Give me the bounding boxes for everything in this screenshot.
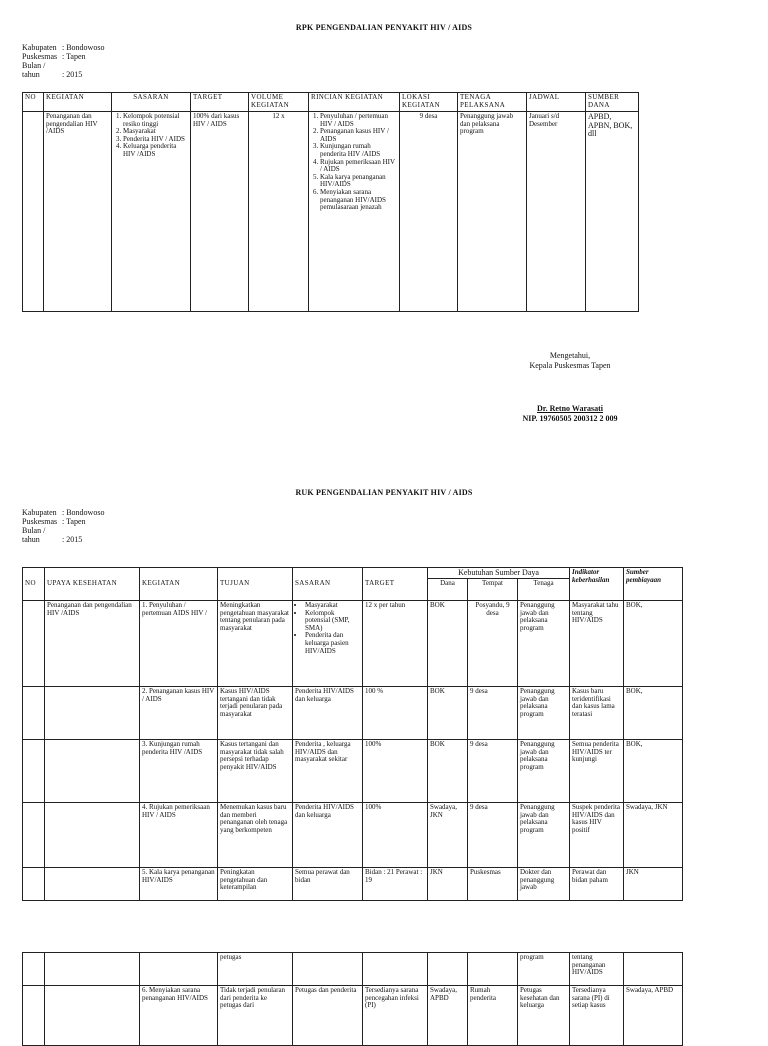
cell-dana: BOK: [428, 740, 468, 803]
cell-target: 12 x per tahun: [363, 601, 428, 687]
header-volume: VOLUME KEGIATAN: [249, 93, 309, 112]
cell-target: 100%: [363, 803, 428, 868]
header-dana: Dana: [428, 579, 468, 601]
signature-nip: NIP. 19760505 200312 2 009: [522, 414, 618, 423]
list-item: • Masyarakat: [305, 602, 360, 610]
cell-tempat: 9 desa: [468, 803, 518, 868]
cell-tujuan: Peningkatan pengetahuan dan keterampilan: [218, 868, 293, 901]
signature-line1: Mengetahui,: [549, 351, 591, 360]
cell-dana: Swadaya, JKN: [428, 803, 468, 868]
cell-no: [23, 803, 45, 868]
cell-sasaran: Penderita , keluarga HIV/AIDS dan masyarakat sekitar: [293, 740, 363, 803]
table-row: [23, 112, 639, 312]
table-row: [23, 986, 683, 1046]
header-tenaga: TENAGA PELAKSANA: [458, 93, 527, 112]
cell-upaya: [45, 803, 140, 868]
cell-tenaga: Penanggung jawab dan pelaksana program: [518, 803, 570, 868]
cell-sasaran: Penderita HIV/AIDS dan keluarga: [293, 687, 363, 740]
header-indikator: Indikator keberhasilan: [570, 568, 624, 601]
signature-name-block: [500, 404, 640, 424]
cell-sumber: BOK,: [624, 740, 683, 803]
cell-sumber: JKN: [624, 868, 683, 901]
cell-tujuan: petugas: [218, 953, 293, 986]
list-item: • Penderita dan keluarga pasien HIV/AIDS: [305, 632, 360, 655]
header-kebutuhan: Kebutuhan Sumber Daya: [428, 568, 570, 579]
list-item: 4. Keluarga penderita HIV /AIDS: [123, 143, 188, 158]
info-label: Bulan / tahun: [22, 61, 46, 79]
item-text: Kala karya penanganan HIV/AIDS: [142, 868, 215, 884]
cell-kegiatan: Penanganan dan pengendalian HIV /AIDS: [44, 112, 112, 312]
header-sumber: Sumber pembiayaan: [624, 568, 683, 601]
cell-upaya: [45, 986, 140, 1046]
cell-kegiatan: [140, 601, 218, 687]
info-label: Kabupaten: [22, 43, 57, 52]
cell-dana: BOK: [428, 687, 468, 740]
cell-sumber: Swadaya, JKN: [624, 803, 683, 868]
ruk-info: [22, 508, 104, 544]
header-upaya: UPAYA KESEHATAN: [45, 568, 140, 601]
item-text: Penanganan kasus HIV / AIDS: [142, 687, 215, 703]
cell-target: [363, 953, 428, 986]
header-kegiatan: KEGIATAN: [140, 568, 218, 601]
table-row: [23, 953, 683, 986]
cell-tenaga: Penanggung jawab dan pelaksana program: [518, 740, 570, 803]
cell-tempat: 9 desa: [468, 740, 518, 803]
cell-dana: [428, 953, 468, 986]
cell-rincian: [309, 112, 400, 312]
cell-target: 100% dari kasus HIV / AIDS: [191, 112, 249, 312]
cell-sumber: [624, 953, 683, 986]
list-item: 2. Masyarakat: [123, 128, 188, 136]
list-item: 3. Penderita HIV / AIDS: [123, 136, 188, 144]
list-item: 6. Menyiakan sarana penanganan HIV/AIDS pemulasaraan jenazah: [320, 189, 397, 212]
ruk-header-row: [23, 568, 683, 579]
cell-dana: Swadaya, APBD: [428, 986, 468, 1046]
cell-tenaga: program: [518, 953, 570, 986]
cell-sasaran: Penderita HIV/AIDS dan keluarga: [293, 803, 363, 868]
cell-upaya: [45, 687, 140, 740]
info-value: : Tapen: [62, 517, 86, 526]
cell-tujuan: Tidak terjadi penularan dari penderita ke petugas dari: [218, 986, 293, 1046]
cell-no: [23, 868, 45, 901]
cell-indikator: Masyarakat tahu tentang HIV/AIDS: [570, 601, 624, 687]
item-number: 1.: [142, 601, 148, 609]
cell-indikator: Perawat dan bidan paham: [570, 868, 624, 901]
table-row: [23, 601, 683, 687]
cell-tenaga: Petugas kesehatan dan keluarga: [518, 986, 570, 1046]
item-text: Rujukan pemeriksaan HIV / AIDS: [142, 803, 210, 819]
info-value: : 2015: [62, 70, 83, 79]
cell-no: [23, 687, 45, 740]
info-label: Bulan / tahun: [22, 526, 46, 544]
cell-no: [23, 953, 45, 986]
info-value: : 2015: [62, 535, 83, 544]
header-tujuan: TUJUAN: [218, 568, 293, 601]
cell-kegiatan: [140, 868, 218, 901]
cell-sasaran: [293, 953, 363, 986]
info-value: : Bondowoso: [62, 508, 105, 517]
cell-indikator: Tersedianya sarana (PI) di setiap kasus: [570, 986, 624, 1046]
item-text: Menyiakan sarana penanganan HIV/AIDS: [142, 986, 208, 1002]
cell-no: [23, 740, 45, 803]
cell-upaya: [45, 740, 140, 803]
item-number: 2.: [142, 687, 148, 695]
cell-sumber: BOK,: [624, 601, 683, 687]
cell-kegiatan: [140, 740, 218, 803]
header-tempat: Tempat: [468, 579, 518, 601]
cell-indikator: Semua penderita HIV/AIDS ter kunjungi: [570, 740, 624, 803]
cell-jadwal: Januari s/d Desember: [527, 112, 586, 312]
cell-no: [23, 986, 45, 1046]
ruk-table-continued: [22, 952, 683, 1046]
cell-target: 100%: [363, 740, 428, 803]
cell-no: [23, 601, 45, 687]
list-item: 1. Kelompok potensial resiko tinggi: [123, 113, 188, 128]
cell-target: Tersedianya sarana pencegahan infeksi (PI): [363, 986, 428, 1046]
cell-volume: 12 x: [249, 112, 309, 312]
info-label: Puskesmas: [22, 517, 58, 526]
cell-sasaran: [112, 112, 191, 312]
list-item: 1. Penyuluhan / pertemuan HIV / AIDS: [320, 113, 397, 128]
cell-indikator: Suspek penderita HIV/AIDS dan kasus HIV positif: [570, 803, 624, 868]
cell-sumber: APBD, APBN, BOK, dll: [586, 112, 639, 312]
cell-sumber: BOK,: [624, 687, 683, 740]
cell-tujuan: Meningkatkan pengetahuan masyarakat tentang penularan pada masyarakat: [218, 601, 293, 687]
info-value: : Tapen: [62, 52, 86, 61]
cell-no: [23, 112, 44, 312]
ruk-title: RUK PENGENDALIAN PENYAKIT HIV / AIDS: [295, 488, 473, 497]
rpk-table: [22, 92, 639, 312]
cell-tempat: Posyandu, 9 desa: [468, 601, 518, 687]
list-item: 3. Kunjungan rumah penderita HIV /AIDS: [320, 143, 397, 158]
cell-sasaran: Semua perawat dan bidan: [293, 868, 363, 901]
cell-indikator: Kasus baru teridentifikasi dan kasus lama teratasi: [570, 687, 624, 740]
cell-tujuan: Menemukan kasus baru dan memberi penanganan oleh tenaga yang berkompeten: [218, 803, 293, 868]
cell-upaya: [45, 868, 140, 901]
header-sasaran: SASARAN: [112, 93, 191, 112]
header-target: TARGET: [191, 93, 249, 112]
list-item: 4. Rujukan pemeriksaan HIV / AIDS: [320, 159, 397, 174]
item-number: 6.: [142, 986, 148, 994]
header-sumber: SUMBER DANA: [586, 93, 639, 112]
list-item: 2. Penanganan kasus HIV / AIDS: [320, 128, 397, 143]
list-item: 5. Kala karya penanganan HIV/AIDS: [320, 174, 397, 189]
cell-tempat: [468, 953, 518, 986]
cell-tempat: Rumah penderita: [468, 986, 518, 1046]
header-target: TARGET: [363, 568, 428, 601]
cell-tujuan: Kasus HIV/AIDS tertangani dan tidak terjadi penularan pada masyarakat: [218, 687, 293, 740]
info-value: : Bondowoso: [62, 43, 105, 52]
item-text: Penyuluhan / pertemuan AIDS HIV /: [142, 601, 207, 617]
list-item: • Kelompok potensial (SMP, SMA): [305, 610, 360, 633]
cell-dana: JKN: [428, 868, 468, 901]
header-no: NO: [23, 568, 45, 601]
item-number: 3.: [142, 740, 148, 748]
table-row: [23, 740, 683, 803]
rpk-header-row: [23, 93, 639, 112]
cell-tenaga: Penanggung jawab dan pelaksana program: [518, 687, 570, 740]
header-rincian: RINCIAN KEGIATAN: [309, 93, 400, 112]
cell-sasaran: Petugas dan penderita: [293, 986, 363, 1046]
header-lokasi: LOKASI KEGIATAN: [400, 93, 458, 112]
cell-kegiatan: [140, 803, 218, 868]
ruk-table: [22, 567, 683, 901]
cell-target: 100 %: [363, 687, 428, 740]
cell-kegiatan: [140, 986, 218, 1046]
cell-kegiatan: [140, 687, 218, 740]
cell-sasaran: [293, 601, 363, 687]
item-number: 4.: [142, 803, 148, 811]
rpk-title: RPK PENGENDALIAN PENYAKIT HIV / AIDS: [295, 23, 473, 32]
signature-line2: Kepala Puskesmas Tapen: [529, 361, 611, 370]
cell-upaya: [45, 953, 140, 986]
cell-upaya: Penanganan dan pengendalian HIV /AIDS: [45, 601, 140, 687]
cell-indikator: tentang penanganan HIV/AIDS: [570, 953, 624, 986]
cell-tenaga: Dokter dan penanggung jawab: [518, 868, 570, 901]
table-row: [23, 687, 683, 740]
table-row: [23, 803, 683, 868]
cell-target: Bidan : 21 Perawat : 19: [363, 868, 428, 901]
cell-lokasi: 9 desa: [400, 112, 458, 312]
signature-block: [500, 351, 640, 371]
header-tenaga: Tenaga: [518, 579, 570, 601]
cell-dana: BOK: [428, 601, 468, 687]
info-label: Kabupaten: [22, 508, 57, 517]
cell-kegiatan: [140, 953, 218, 986]
signature-name: Dr. Retno Warasati: [537, 404, 603, 413]
info-label: Puskesmas: [22, 52, 58, 61]
cell-tenaga: Penanggung jawab dan pelaksana program: [518, 601, 570, 687]
cell-sumber: Swadaya, APBD: [624, 986, 683, 1046]
header-kegiatan: KEGIATAN: [44, 93, 112, 112]
rpk-info: [22, 43, 104, 79]
item-number: 5.: [142, 868, 148, 876]
item-text: Kunjungan rumah penderita HIV /AIDS: [142, 740, 203, 756]
cell-tenaga: Penanggung jawab dan pelaksana program: [458, 112, 527, 312]
header-jadwal: JADWAL: [527, 93, 586, 112]
table-row: [23, 868, 683, 901]
cell-tempat: 9 desa: [468, 687, 518, 740]
header-no: NO: [23, 93, 44, 112]
header-sasaran: SASARAN: [293, 568, 363, 601]
cell-tujuan: Kasus tertangani dan masyarakat tidak salah persepsi terhadap penyakit HIV/AIDS: [218, 740, 293, 803]
cell-tempat: Puskesmas: [468, 868, 518, 901]
